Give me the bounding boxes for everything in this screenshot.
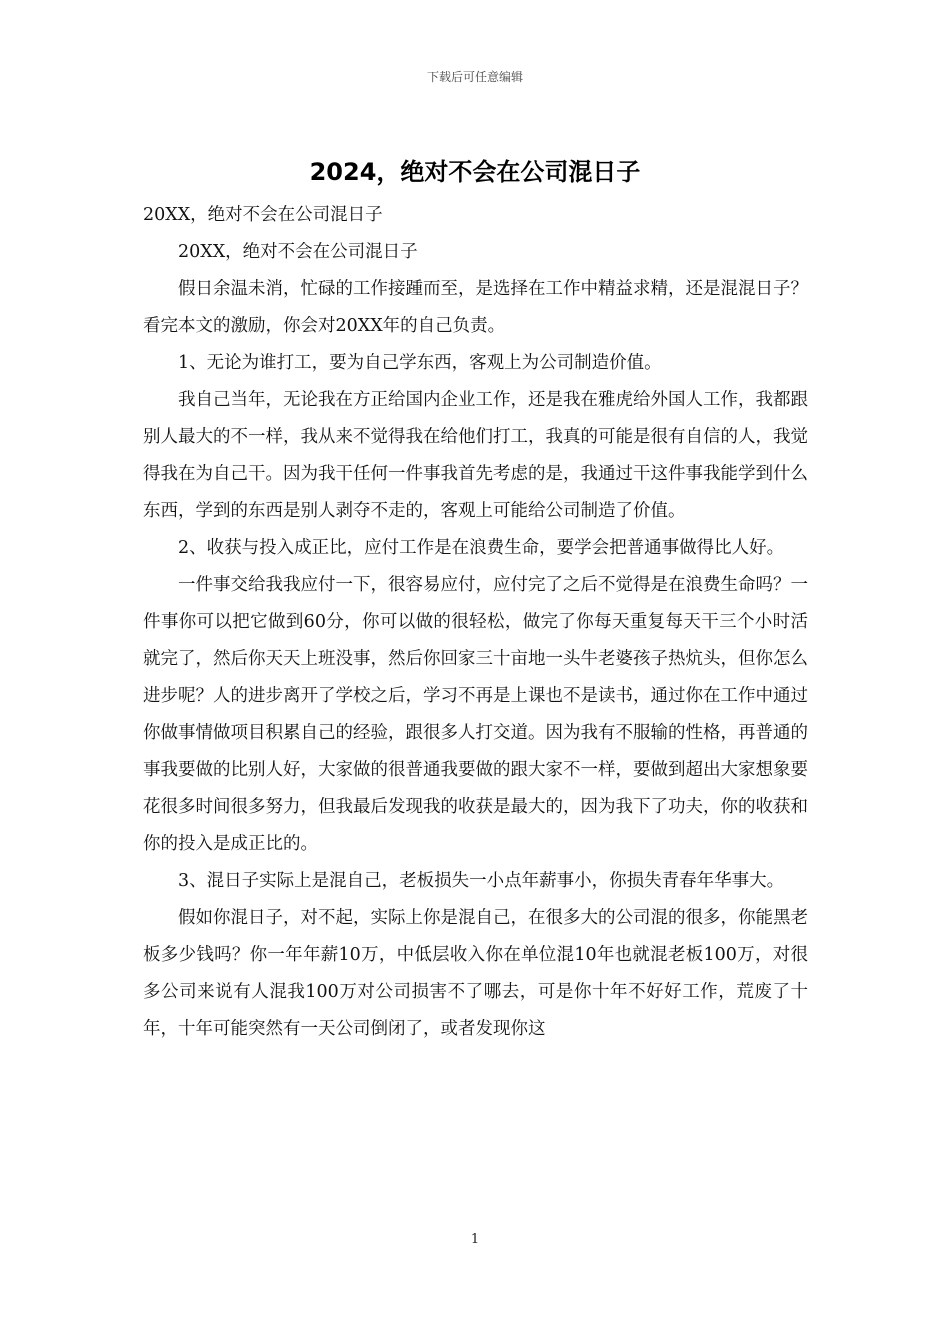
paragraph: 一件事交给我我应付一下，很容易应付，应付完了之后不觉得是在浪费生命吗？一件事你可以把它做到60分，你可以做的很轻松，做完了你每天重复每天干三个小时活就完了，然后你天天上班没事，然后你回家三十亩地一头牛老婆孩子热炕头，但你怎么进步呢？人的进步离开了学校之后，学习不再是上课也不是读书，通过你在工作中通过你做事情做项目积累自己的经验，跟很多人打交道。因为我有不服输的性格，再普通的事我要做的比别人好，大家做的很普通我要做的跟大家不一样，要做到超出大家想象要花很多时间很多努力，但我最后发现我的收获是最大的，因为我下了功夫，你的收获和你的投入是成正比的。	[143, 575, 808, 854]
section-heading: 2、收获与投入成正比，应付工作是在浪费生命，要学会把普通事做得比人好。	[178, 538, 785, 558]
section-heading: 3、混日子实际上是混自己，老板损失一小点年薪事小，你损失青春年华事大。	[178, 871, 785, 891]
paragraph: 我自己当年，无论我在方正给国内企业工作，还是我在雅虎给外国人工作，我都跟别人最大的不一样，我从来不觉得我在给他们打工，我真的可能是很有自信的人，我觉得我在为自己干。因为我干任何一件事我首先考虑的是，我通过干这件事我能学到什么东西，学到的东西是别人剥夺不走的，客观上可能给公司制造了价值。	[143, 390, 808, 521]
paragraph: 假日余温未消，忙碌的工作接踵而至，是选择在工作中精益求精，还是混混日子？看完本文的激励，你会对20XX年的自己负责。	[143, 279, 808, 336]
paragraph: 20XX，绝对不会在公司混日子	[178, 242, 418, 262]
document-body	[143, 197, 808, 1048]
header-note: 下载后可任意编辑	[426, 70, 523, 84]
document-title: 2024，绝对不会在公司混日子	[309, 158, 641, 186]
page-number: 1	[470, 1232, 480, 1247]
section-heading: 1、无论为谁打工，要为自己学东西，客观上为公司制造价值。	[178, 353, 662, 373]
paragraph-subtitle: 20XX，绝对不会在公司混日子	[143, 205, 383, 225]
paragraph: 假如你混日子，对不起，实际上你是混自己，在很多大的公司混的很多，你能黑老板多少钱吗？你一年年薪10万，中低层收入你在单位混10年也就混老板100万，对很多公司来说有人混我100万对公司损害不了哪去，可是你十年不好好工作，荒废了十年，十年可能突然有一天公司倒闭了，或者发现你这	[143, 908, 808, 1039]
